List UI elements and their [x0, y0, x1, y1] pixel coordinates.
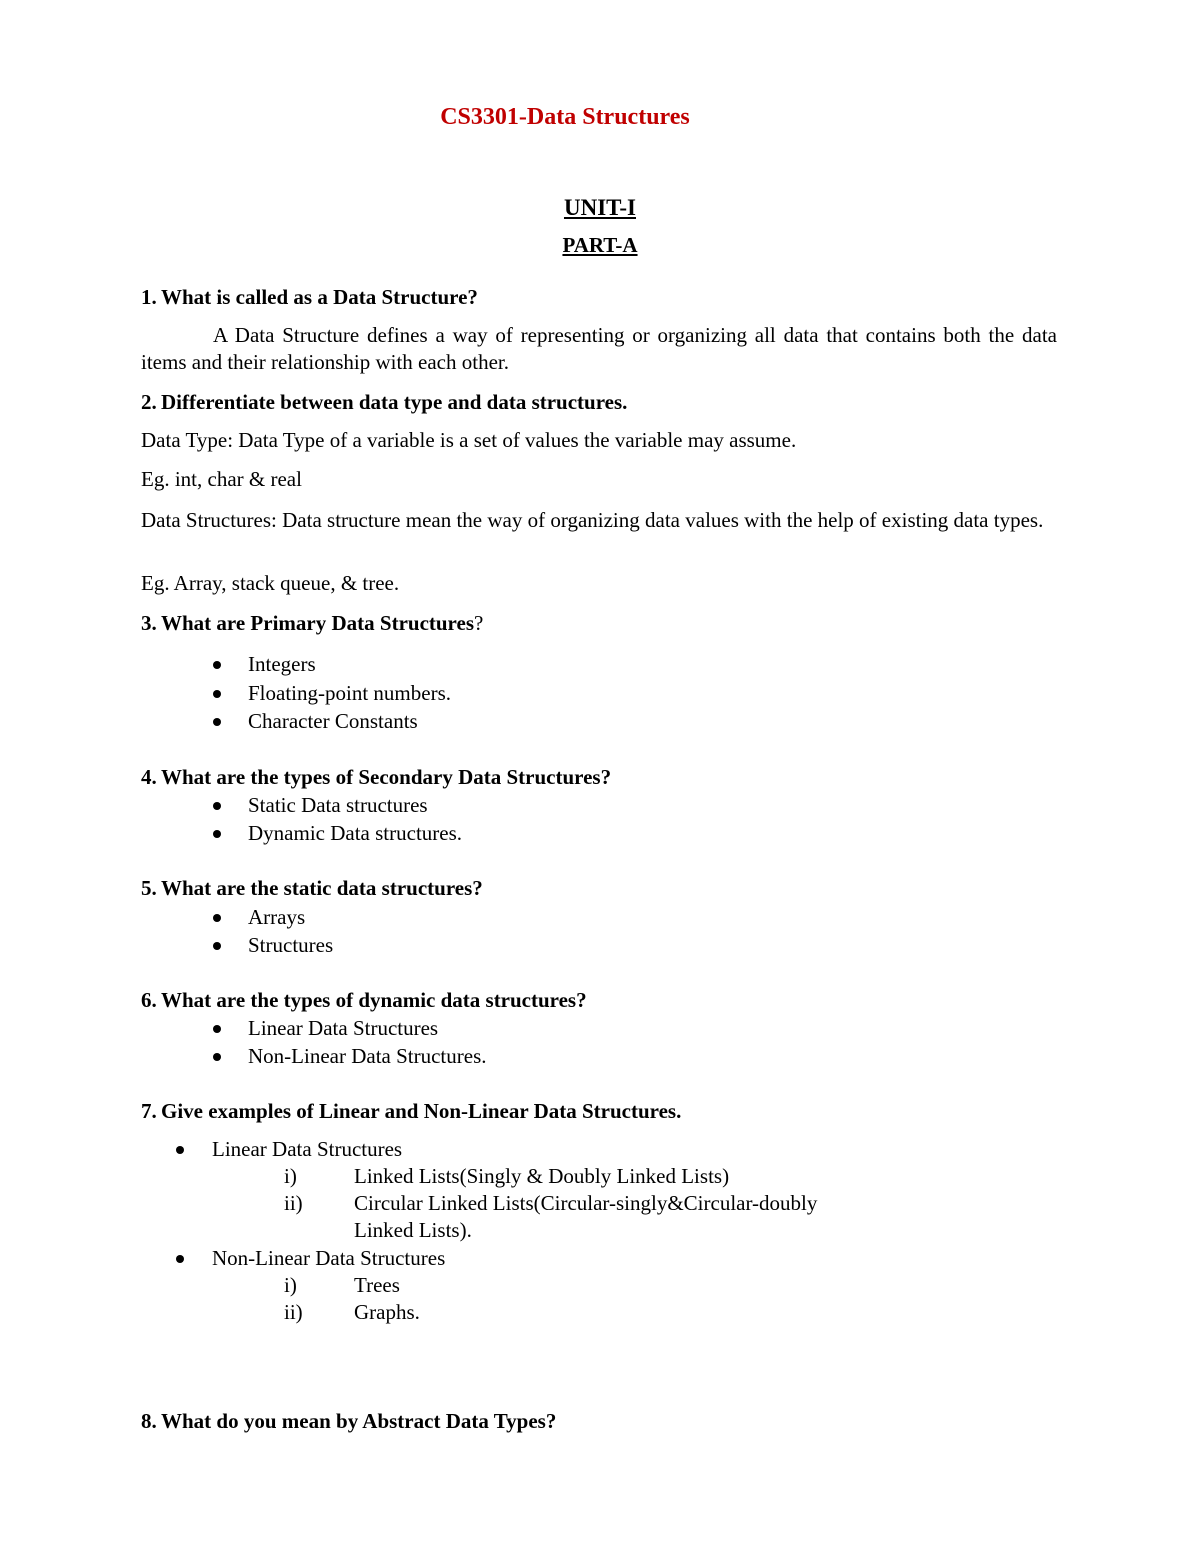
- list-item: Non-Linear Data Structures.: [248, 1044, 487, 1068]
- bullet-icon: [213, 914, 221, 922]
- document-title: CS3301-Data Structures: [440, 104, 690, 130]
- question-number: 2.: [141, 390, 157, 414]
- question-mark: ?: [474, 611, 484, 635]
- question-text: What are the types of dynamic data structures?: [161, 988, 587, 1012]
- roman-numeral: i): [284, 1273, 297, 1297]
- question-text: Differentiate between data type and data structures.: [161, 390, 628, 414]
- data-structures-example: Eg. Array, stack queue, & tree.: [141, 571, 400, 595]
- list-item: Static Data structures: [248, 793, 428, 817]
- bullet-icon: [213, 802, 221, 810]
- bullet-icon: [176, 1255, 184, 1263]
- bullet-icon: [213, 942, 221, 950]
- question-number: 4.: [141, 765, 157, 789]
- sub-list-item: Graphs.: [354, 1300, 420, 1324]
- bullet-icon: [213, 661, 221, 669]
- question-6: [141, 987, 587, 1014]
- list-item: Arrays: [248, 905, 306, 929]
- answer-1: A Data Structure defines a way of representing or organizing all data that contains both the data items and their relationship with each other.: [141, 323, 1057, 374]
- question-text: What are the types of Secondary Data Structures?: [161, 765, 612, 789]
- roman-numeral: i): [284, 1164, 297, 1188]
- question-text: What are Primary Data Structures: [161, 611, 474, 635]
- sub-list-item-continuation: Linked Lists).: [354, 1218, 472, 1242]
- bullet-icon: [213, 690, 221, 698]
- sub-list-item: Trees: [354, 1273, 400, 1297]
- list-item: Floating-point numbers.: [248, 681, 451, 705]
- data-type-example: Eg. int, char & real: [141, 467, 302, 491]
- bullet-icon: [213, 1053, 221, 1061]
- data-structures-definition: Data Structures: Data structure mean the way of organizing data values with the help of existing data types.: [141, 508, 1044, 532]
- question-text: What do you mean by Abstract Data Types?: [161, 1409, 557, 1433]
- roman-numeral: ii): [284, 1300, 303, 1324]
- list-item: Integers: [248, 652, 316, 676]
- question-4: [141, 764, 611, 791]
- bullet-icon: [213, 1025, 221, 1033]
- part-heading: PART-A: [562, 233, 638, 257]
- question-number: 7.: [141, 1099, 157, 1123]
- question-7: [141, 1098, 681, 1125]
- question-number: 1.: [141, 285, 157, 309]
- list-item: Dynamic Data structures.: [248, 821, 463, 845]
- question-text: Give examples of Linear and Non-Linear Data Structures.: [161, 1099, 682, 1123]
- unit-heading: UNIT-I: [563, 195, 636, 220]
- bullet-icon: [176, 1146, 184, 1154]
- sub-list-item: Circular Linked Lists(Circular-singly&Circular-doubly: [354, 1191, 818, 1215]
- sub-list-item: Linked Lists(Singly & Doubly Linked Lists): [354, 1164, 730, 1188]
- question-number: 5.: [141, 876, 157, 900]
- question-text: What is called as a Data Structure?: [161, 285, 478, 309]
- bullet-icon: [213, 830, 221, 838]
- question-number: 3.: [141, 611, 157, 635]
- question-3: [141, 610, 483, 637]
- list-item: Linear Data Structures: [212, 1137, 403, 1161]
- list-item: Character Constants: [248, 709, 418, 733]
- data-type-definition: Data Type: Data Type of a variable is a set of values the variable may assume.: [141, 428, 797, 452]
- question-1: [141, 284, 478, 311]
- question-5: [141, 875, 483, 902]
- question-number: 8.: [141, 1409, 157, 1433]
- list-item: Non-Linear Data Structures: [212, 1246, 446, 1270]
- list-item: Structures: [248, 933, 334, 957]
- roman-numeral: ii): [284, 1191, 303, 1215]
- question-number: 6.: [141, 988, 157, 1012]
- bullet-icon: [213, 718, 221, 726]
- question-8: [141, 1408, 556, 1435]
- question-2: [141, 389, 627, 416]
- list-item: Linear Data Structures: [248, 1016, 439, 1040]
- question-text: What are the static data structures?: [161, 876, 483, 900]
